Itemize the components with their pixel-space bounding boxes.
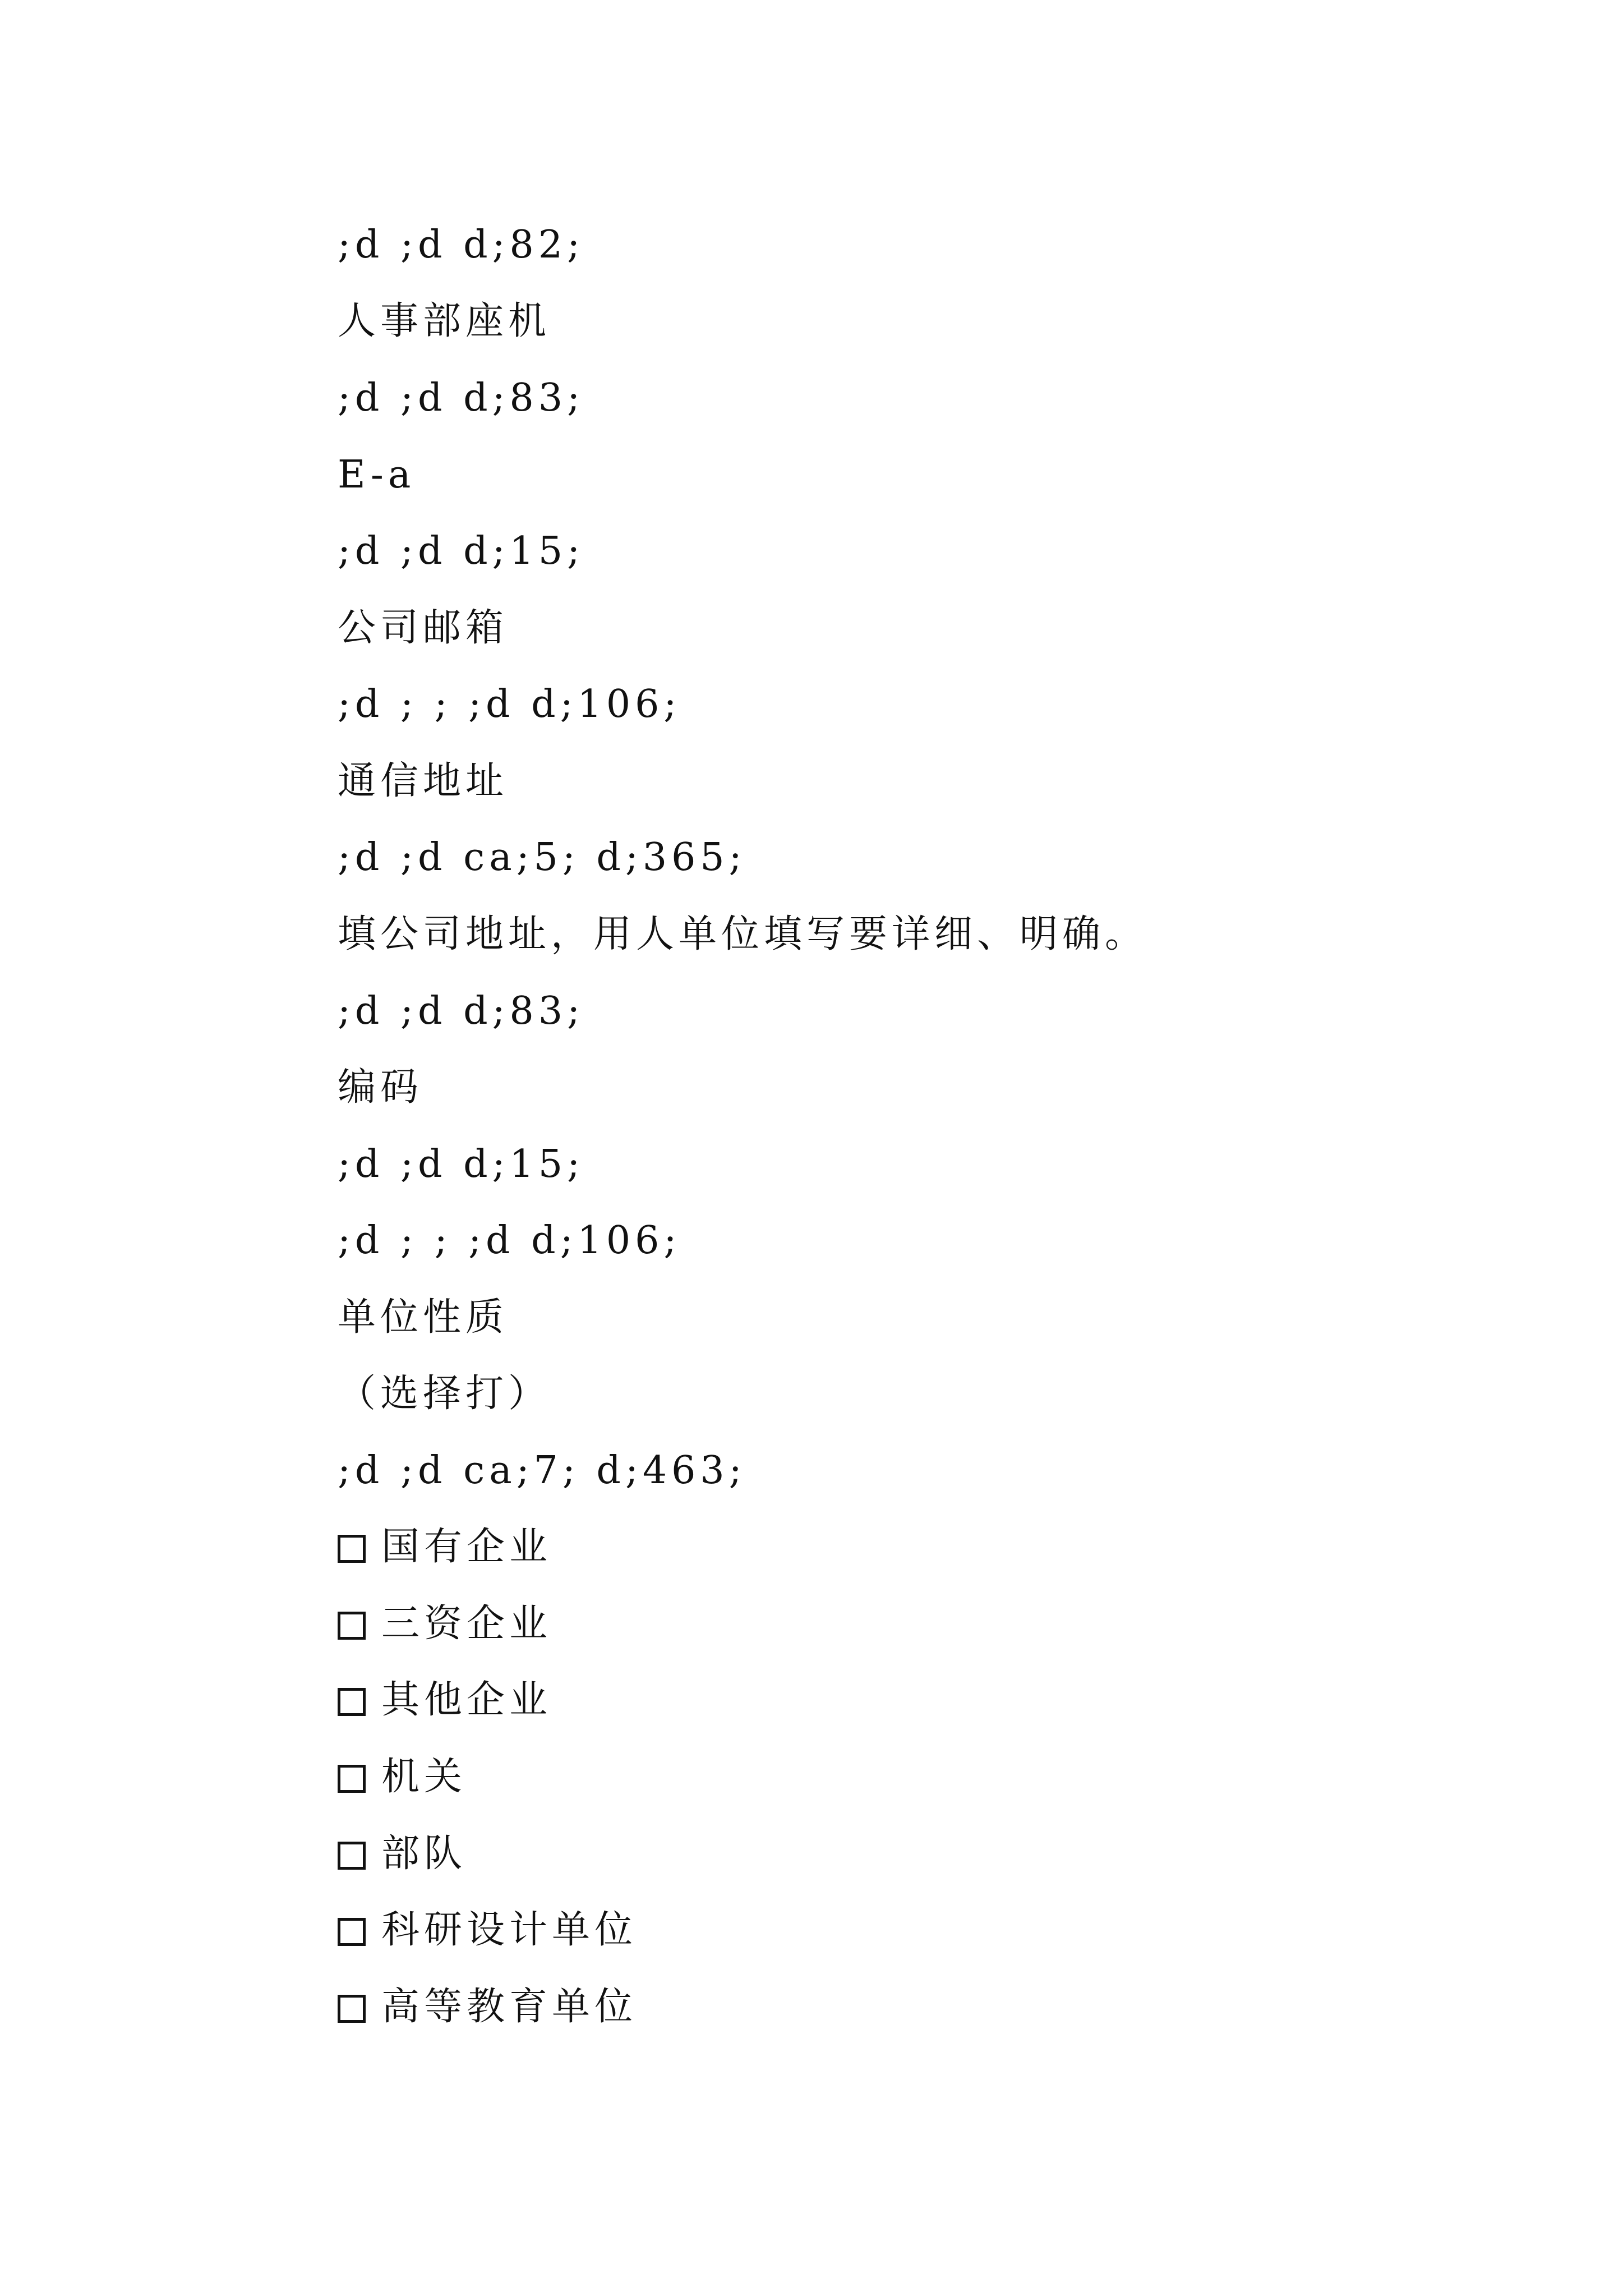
checkbox-icon[interactable] xyxy=(338,1918,366,1946)
code-line: ;d ;d ca;7; d;463; xyxy=(338,1448,746,1493)
code-line: ;d ;d d;83; xyxy=(338,376,584,420)
option-government-agency[interactable] xyxy=(338,1752,467,1802)
code-line: ;d ; ; ;d d;106; xyxy=(338,682,681,726)
code-line: ;d ;d d;82; xyxy=(338,223,584,267)
option-higher-education[interactable] xyxy=(338,1982,637,2032)
option-other-enterprise[interactable] xyxy=(338,1675,552,1726)
checkbox-icon[interactable] xyxy=(338,1535,366,1563)
option-research-design[interactable] xyxy=(338,1905,637,1955)
field-label-postcode: 编码 xyxy=(338,1065,423,1110)
field-label-company-email: 公司邮箱 xyxy=(338,606,509,650)
option-foreign-invested[interactable] xyxy=(338,1599,552,1649)
option-label: 机关 xyxy=(381,1755,467,1799)
option-label: 三资企业 xyxy=(381,1602,552,1646)
field-label-email: E-a xyxy=(338,453,416,497)
checkbox-icon[interactable] xyxy=(338,1842,366,1870)
code-line: ;d ;d ca;5; d;365; xyxy=(338,835,746,880)
selection-hint: （选择打） xyxy=(338,1372,551,1416)
option-label: 部队 xyxy=(381,1832,467,1876)
option-military[interactable] xyxy=(338,1829,467,1879)
checkbox-icon[interactable] xyxy=(338,1688,366,1716)
field-label-unit-type: 单位性质 xyxy=(338,1295,509,1340)
checkbox-icon[interactable] xyxy=(338,1765,366,1793)
code-line: ;d ; ; ;d d;106; xyxy=(338,1218,681,1263)
field-label-hr-phone: 人事部座机 xyxy=(338,299,551,343)
checkbox-icon[interactable] xyxy=(338,1612,366,1640)
field-label-address: 通信地址 xyxy=(338,759,509,803)
code-line: ;d ;d d;83; xyxy=(338,989,584,1033)
option-state-owned[interactable] xyxy=(338,1522,552,1572)
option-label: 其他企业 xyxy=(381,1678,552,1722)
code-line: ;d ;d d;15; xyxy=(338,529,584,573)
address-instruction: 填公司地址，用人单位填写要详细、明确。 xyxy=(338,912,1148,956)
code-line: ;d ;d d;15; xyxy=(338,1142,584,1186)
checkbox-icon[interactable] xyxy=(338,1995,366,2023)
option-label: 高等教育单位 xyxy=(381,1985,638,2029)
option-label: 国有企业 xyxy=(381,1525,552,1569)
option-label: 科研设计单位 xyxy=(381,1908,638,1952)
